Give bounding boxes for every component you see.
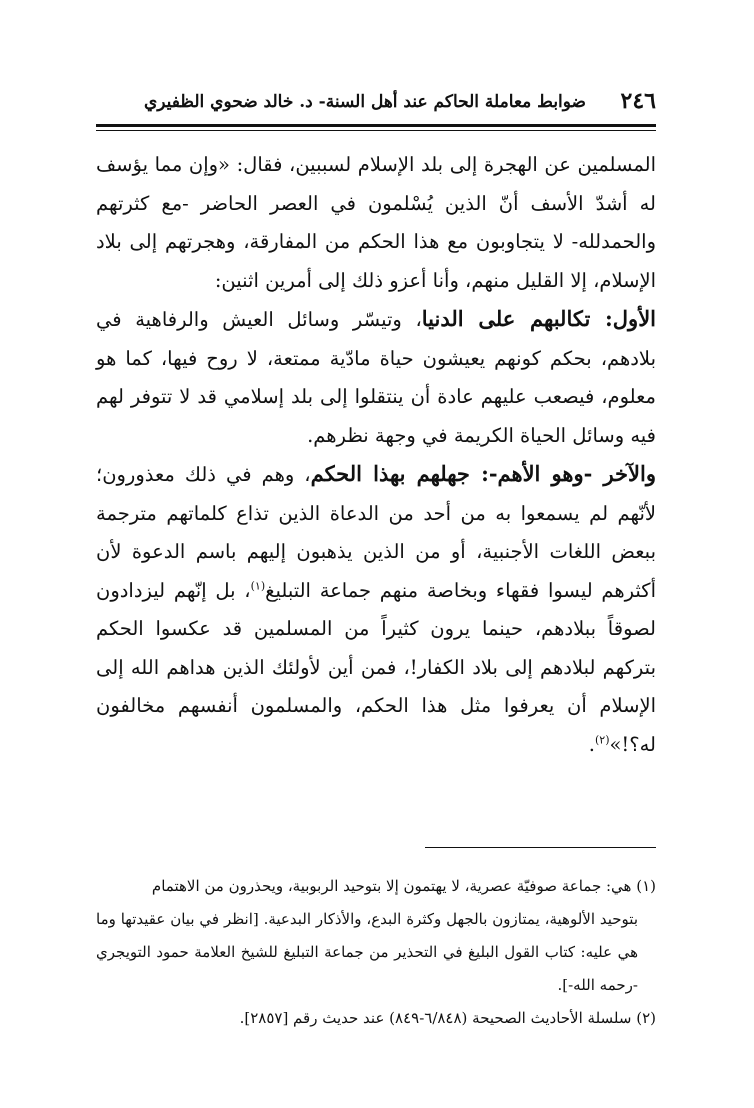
header-rule-thin	[96, 130, 656, 131]
second-reason-text-a: ، وهم في ذلك معذورون؛ لأنّهم لم يسمعوا به من أحد من الدعاة الذين تذاع كلماتهم مترجمة ببعض اللغات الأجنبية، أو من الذين يذهبون إليهم باسم الدعوة لأن أكثرهم ليسوا فقهاء وبخاصة منهم جماعة التبليغ	[96, 463, 656, 602]
page-number: ٢٤٦	[620, 88, 656, 114]
page-header	[96, 88, 656, 118]
footnote-ref-1[interactable]: (١)	[250, 579, 266, 592]
footnote-ref-2[interactable]: (٢)	[594, 733, 610, 746]
footnote-1-continuation: بتوحيد الألوهية، يمتازون بالجهل وكثرة البدع، والأذكار البدعية. [انظر في بيان عقيدتها وما هي عليه: كتاب القول البليغ في التحذير من جماعة التبليغ للشيخ العلامة حمود التويجري -رحمه الله-].	[96, 910, 638, 994]
paragraph-end-period: .	[588, 732, 595, 756]
first-reason-text: ، وتيسّر وسائل العيش والرفاهية في بلادهم، بحكم كونهم يعيشون حياة مادّية ممتعة، لا روح فيها، كما هو معلوم، فيصعب عليهم عادة أن ينتقلوا إلى بلد إسلامي قد لا تتوفر لهم فيه وسائل الحياة الكريمة في وجهة نظرهم.	[96, 308, 656, 447]
paragraph-intro: المسلمين عن الهجرة إلى بلد الإسلام لسببين، فقال: «وإن مما يؤسف له أشدّ الأسف أنّ الذين يُسْلمون في العصر الحاضر -مع كثرتهم والحمدلله- لا يتجاوبون مع هذا الحكم من المفارقة، وهجرتهم إلى بلاد الإسلام، إلا القليل منهم، وأنا أعزو ذلك إلى أمرين اثنين:	[96, 153, 656, 292]
header-rule-thick	[96, 124, 656, 127]
footnote-2: (٢) سلسلة الأحاديث الصحيحة (٦/٨٤٨-٨٤٩) عند حديث رقم [٢٨٥٧].	[239, 1009, 656, 1027]
second-reason-heading: والآخر -وهو الأهم-: جهلهم بهذا الحكم	[310, 461, 656, 486]
first-reason-heading: الأول: تكالبهم على الدنيا	[421, 306, 656, 331]
footnote-separator	[425, 847, 656, 848]
paragraph-first-reason	[96, 300, 656, 455]
main-text	[96, 146, 656, 764]
second-reason-text-b: ، بل إنّهم ليزدادون لصوقاً ببلادهم، حينما يرون كثيراً من المسلمين قد عكسوا الحكم بتركهم لبلادهم إلى بلاد الكفار!، فمن أين لأولئك الذين هداهم الله إلى الإسلام أن يعرفوا مثل هذا الحكم، والمسلمون أنفسهم مخالفون له؟!»	[96, 578, 656, 756]
paragraph-second-reason	[96, 455, 656, 764]
footnotes	[96, 870, 656, 1035]
running-title: ضوابط معاملة الحاكم عند أهل السنة- د. خالد ضحوي الظفيري	[143, 92, 586, 112]
footnote-1-first-line: (١) هي: جماعة صوفيّة عصرية، لا يهتمون إلا بتوحيد الربوبية، ويحذرون من الاهتمام	[151, 877, 656, 895]
